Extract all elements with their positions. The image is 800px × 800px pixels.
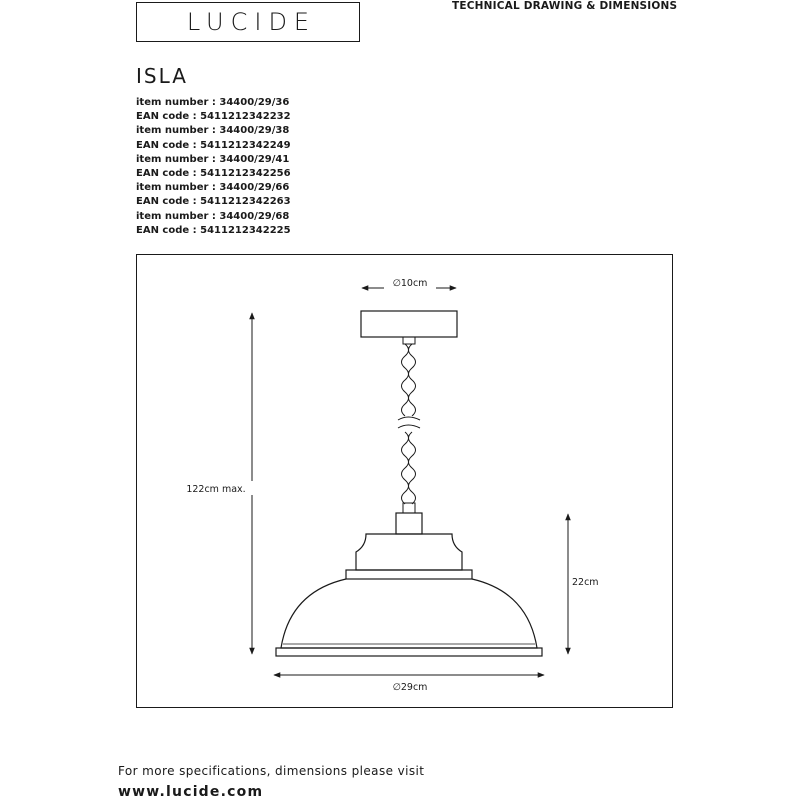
brand-logo-text: LUCIDE [186, 8, 317, 36]
suspension-cord [398, 344, 420, 504]
code-line: item number : 34400/29/38 [136, 125, 290, 137]
total-height-dimension [180, 313, 258, 654]
shade-height-dimension [568, 514, 599, 654]
total-height-label: 122cm max. [186, 484, 246, 495]
code-line: item number : 34400/29/36 [136, 97, 290, 108]
ceiling-canopy [361, 311, 457, 344]
document-type-heading: TECHNICAL DRAWING & DIMENSIONS [452, 0, 678, 12]
canopy-diameter-dimension [362, 276, 456, 289]
footer-note: For more specifications, dimensions please visit [118, 764, 425, 778]
lamp-shade [276, 503, 542, 656]
shade-diameter-label: ∅29cm [392, 682, 428, 693]
code-line: EAN code : 5411212342225 [136, 224, 291, 236]
code-line: EAN code : 5411212342256 [136, 168, 291, 180]
code-line: EAN code : 5411212342249 [136, 139, 291, 151]
code-line: item number : 34400/29/66 [136, 182, 290, 194]
code-line: item number : 34400/29/68 [136, 210, 290, 222]
website-link[interactable]: www.lucide.com [118, 784, 264, 800]
canopy-diameter-label: ∅10cm [392, 278, 428, 289]
shade-height-label: 22cm [572, 577, 599, 588]
code-line: EAN code : 5411212342263 [136, 196, 291, 208]
shade-diameter-dimension [274, 675, 544, 693]
product-name: ISLA [136, 64, 188, 88]
code-line: item number : 34400/29/41 [136, 153, 290, 165]
code-line: EAN code : 5411212342232 [136, 111, 291, 123]
